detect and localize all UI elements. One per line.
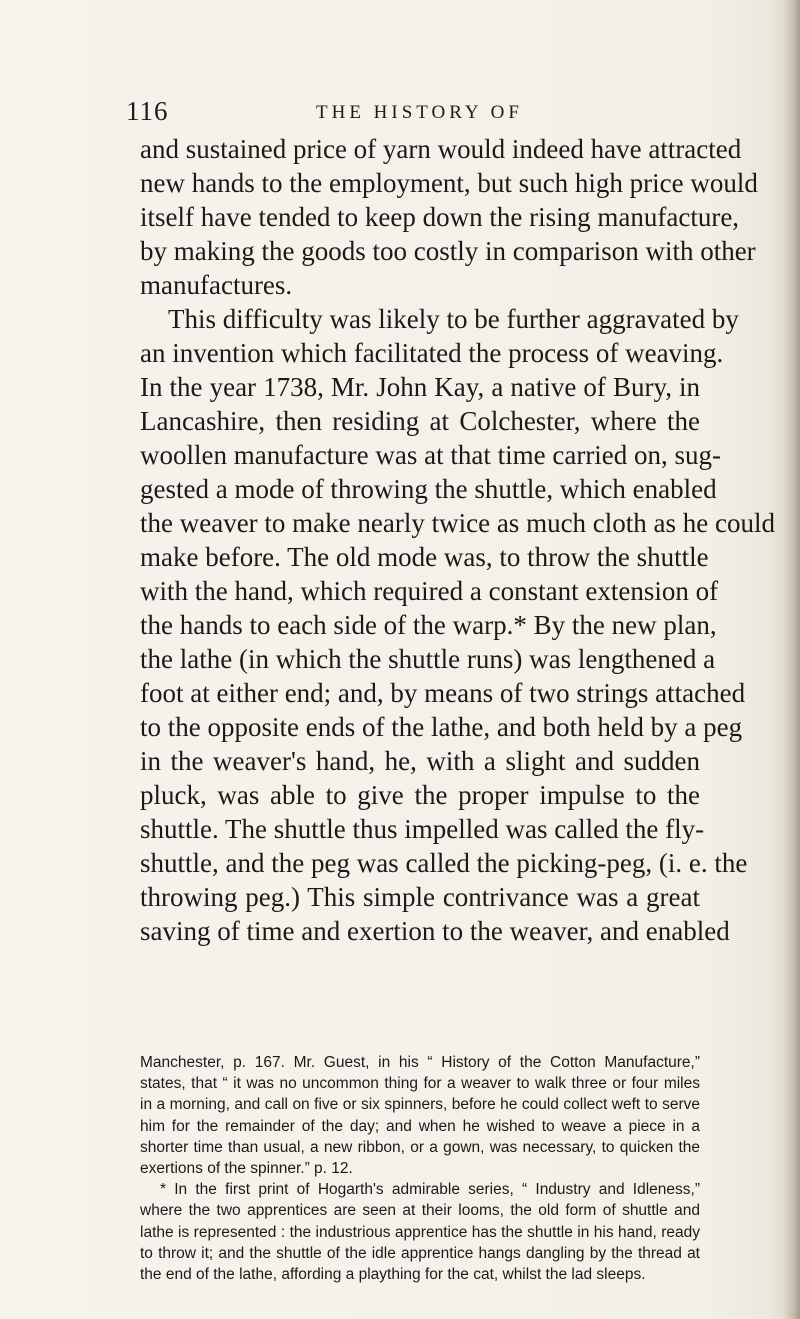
text-line: the weaver to make nearly twice as much cloth as he could [140,508,776,538]
text-line: new hands to the employment, but such high price would [140,168,758,198]
text-line: manufactures. [140,270,293,300]
page-header [126,96,674,136]
footnote-line: shorter time than usual, a new ribbon, or a gown, was necessary, to quicken the [140,1138,700,1156]
footnote-line: him for the remainder of the day; and when he wished to weave a piece in a [140,1117,700,1135]
text-line: itself have tended to keep down the rising manufacture, [140,202,740,232]
page-number: 116 [126,96,169,126]
text-line: In the year 1738, Mr. John Kay, a native of Bury, in [140,372,700,402]
text-line: throwing peg.) This simple contrivance was a great [140,882,700,912]
text-line: to the opposite ends of the lathe, and both held by a peg [140,712,743,742]
text-line: by making the goods too costly in comparison with other [140,236,756,266]
footnote-line: in a morning, and call on five or six spinners, before he could collect weft to serve [140,1096,700,1114]
footnote-line: the end of the lathe, affording a plaything for the cat, whilst the lad sleeps. [140,1265,646,1283]
footnote-line: exertions of the spinner.” p. 12. [140,1159,353,1177]
text-line: saving of time and exertion to the weaver, and enabled [140,916,730,946]
footnote-line: to throw it; and the shuttle of the idle apprentice hangs dangling by the thread at [140,1244,700,1262]
text-line: foot at either end; and, by means of two strings attached [140,678,746,708]
text-line: pluck, was able to give the proper impulse to the [140,780,700,810]
text-line: an invention which facilitated the process of weaving. [140,338,724,368]
page-edge-shadow [782,0,800,1319]
text-line: with the hand, which required a constant extension of [140,576,719,606]
text-line: make before. The old mode was, to throw the shuttle [140,542,709,572]
text-line: the lathe (in which the shuttle runs) was lengthened a [140,644,716,674]
text-line: gested a mode of throwing the shuttle, which enabled [140,474,717,504]
text-line: the hands to each side of the warp.* By the new plan, [140,610,717,640]
text-line: shuttle, and the peg was called the picking-peg, (i. e. the [140,848,748,878]
text-line: This difficulty was likely to be further aggravated by [168,304,739,334]
text-line: Lancashire, then residing at Colchester, where the [140,406,700,436]
footnote-line: Manchester, p. 167. Mr. Guest, in his “ History of the Cotton Manufacture,” [140,1054,700,1071]
footnote-line: * In the first print of Hogarth's admirable series, “ Industry and Idleness,” [160,1181,700,1199]
text-line: in the weaver's hand, he, with a slight and sudden [140,746,700,776]
footnote-line: where the two apprentices are seen at their looms, the old form of shuttle and [140,1202,700,1220]
body-text [140,132,776,948]
footnote-line: lathe is represented : the industrious apprentice has the shuttle in his hand, ready [140,1223,700,1241]
text-line: and sustained price of yarn would indeed have attracted [140,134,742,164]
footnote-line: states, that “ it was no uncommon thing for a weaver to walk three or four miles [140,1075,700,1093]
text-line: woollen manufacture was at that time carried on, sug- [140,440,722,470]
running-head: THE HISTORY OF [316,102,523,123]
footnotes [140,1052,700,1285]
text-line: shuttle. The shuttle thus impelled was called the fly- [140,814,705,844]
